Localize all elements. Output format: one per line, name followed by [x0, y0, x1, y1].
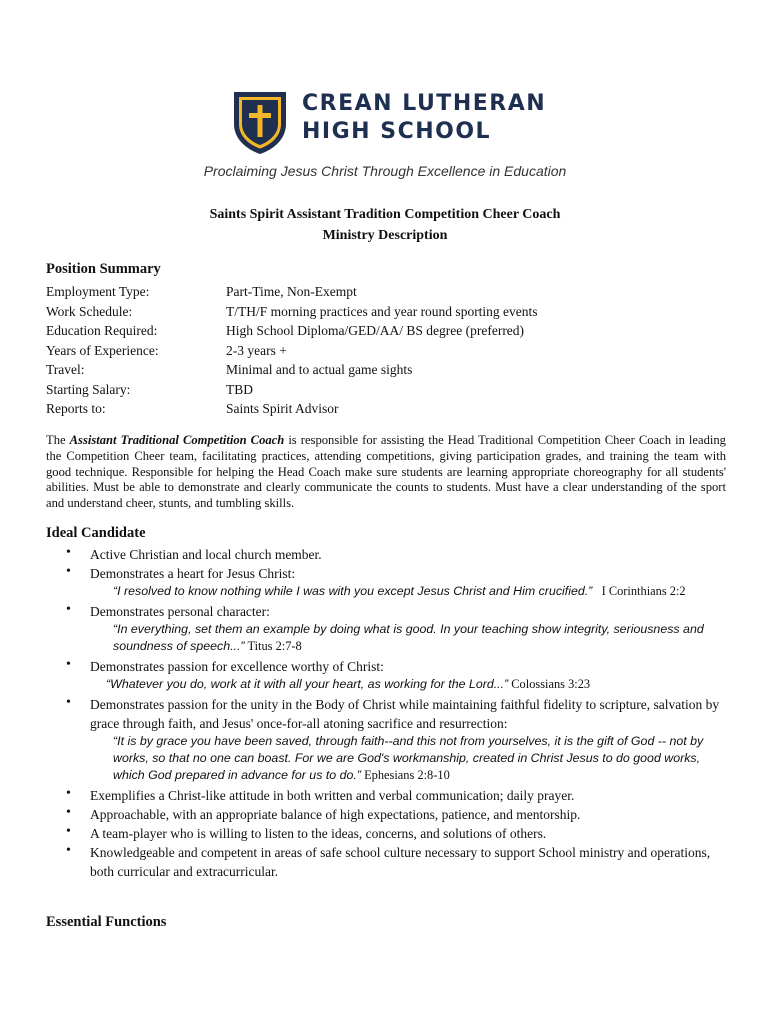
list-item-text: Knowledgeable and competent in areas of safe school culture necessary to support School ministry and operations, both curricular and extracurricular. [90, 845, 711, 879]
school-name-line1: CREAN LUTHERAN [302, 91, 547, 116]
shield-cross-icon [232, 90, 288, 156]
summary-row [46, 282, 538, 302]
list-item [60, 805, 730, 824]
summary-row [46, 360, 538, 380]
tagline: Proclaiming Jesus Christ Through Excellence in Education [203, 163, 567, 179]
list-item-text: Approachable, with an appropriate balance of high expectations, patience, and mentorship. [90, 807, 581, 822]
list-item [60, 843, 730, 881]
quote-text: “It is by grace you have been saved, through faith--and this not from yourselves, it is the gift of God -- not by works, so that no one can boast. For we are God's workmanship, created in Christ Jesus to do good works, which God prepared in advance for us to do.” [113, 734, 704, 782]
quote-text: “Whatever you do, work at it with all your heart, as working for the Lord...” [106, 677, 509, 691]
essential-functions-heading: Essential Functions [46, 914, 167, 930]
summary-row [46, 302, 538, 322]
summary-row [46, 321, 538, 341]
bullet-icon: • [66, 786, 71, 801]
summary-value: High School Diploma/GED/AA/ BS degree (preferred) [226, 323, 525, 338]
list-item-text: Exemplifies a Christ-like attitude in both written and verbal communication; daily prayer. [90, 788, 575, 803]
list-item [60, 657, 730, 676]
summary-row [46, 341, 538, 361]
school-logo [232, 90, 552, 156]
description-body: is responsible for assisting the Head Traditional Competition Cheer Coach in leading the Competition Cheer team, facilitating practices, attending competitions, giving participation grades, and training the team with good technique. Responsible for helping the Head Coach make sure students are learning appropriate choreography for all students' abilities. Must be able to demonstrate and clearly communicate the counts to students. Must have a clear understanding of the sport and understand cheer, stunts, and tumbling skills. [46, 433, 726, 511]
bullet-icon: • [66, 695, 71, 710]
title-line2: Ministry Description [322, 228, 448, 243]
title-line1: Saints Spirit Assistant Tradition Competition Cheer Coach [209, 207, 561, 222]
list-item-text: Demonstrates personal character: [90, 604, 270, 619]
bullet-icon: • [66, 602, 71, 617]
summary-label: Employment Type: [46, 284, 150, 299]
scripture-quote [60, 583, 730, 600]
scripture-quote [60, 621, 730, 655]
scripture-quote [60, 733, 730, 784]
bullet-icon: • [66, 564, 71, 579]
quote-text: “I resolved to know nothing while I was with you except Jesus Christ and Him crucified.” [113, 584, 593, 598]
quote-reference: I Corinthians 2:2 [601, 584, 686, 598]
summary-value: TBD [226, 381, 253, 397]
bullet-icon: • [66, 824, 71, 839]
bullet-icon: • [66, 545, 71, 560]
list-item-text: Active Christian and local church member. [90, 547, 322, 562]
summary-value: T/TH/F morning practices and year round sporting events [226, 303, 538, 319]
school-name-line2: HIGH SCHOOL [302, 119, 492, 144]
summary-label: Years of Experience: [46, 342, 159, 358]
list-item [60, 564, 730, 583]
list-item [60, 602, 730, 621]
school-name [302, 90, 546, 146]
summary-label: Work Schedule: [46, 303, 133, 319]
summary-value: 2-3 years + [226, 342, 287, 358]
list-item [60, 545, 730, 564]
description-lead: The [46, 433, 70, 447]
position-summary-table [46, 282, 538, 419]
summary-value: Minimal and to actual game sights [226, 362, 413, 377]
list-item [60, 695, 730, 733]
quote-reference: Ephesians 2:8-10 [364, 768, 450, 782]
list-item-text: Demonstrates passion for the unity in the Body of Christ while maintaining faithful fidelity to scripture, salvation by grace through faith, and Jesus' once-for-all atoning sacrifice and resurrection: [90, 697, 720, 731]
summary-row [46, 399, 538, 419]
role-name: Assistant Traditional Competition Coach [69, 433, 285, 447]
summary-label: Reports to: [46, 401, 106, 416]
bullet-icon: • [66, 657, 71, 672]
bullet-icon: • [66, 843, 71, 858]
summary-label: Education Required: [46, 323, 158, 338]
bullet-icon: • [66, 805, 71, 820]
ideal-candidate-heading: Ideal Candidate [46, 525, 146, 541]
document-title [0, 204, 770, 246]
summary-row [46, 380, 538, 400]
summary-label: Travel: [46, 362, 85, 377]
list-item [60, 824, 730, 843]
scripture-quote [60, 676, 730, 693]
quote-reference: Colossians 3:23 [511, 677, 591, 691]
list-item-text: Demonstrates passion for excellence worthy of Christ: [90, 659, 384, 674]
summary-label: Starting Salary: [46, 381, 131, 397]
quote-reference: Titus 2:7-8 [247, 639, 302, 653]
list-item-text: Demonstrates a heart for Jesus Christ: [90, 566, 296, 581]
summary-value: Part-Time, Non-Exempt [226, 284, 357, 299]
ideal-candidate-list [60, 545, 730, 881]
position-summary-heading: Position Summary [46, 261, 161, 277]
summary-value: Saints Spirit Advisor [226, 401, 339, 416]
quote-text: “In everything, set them an example by doing what is good. In your teaching show integrity, seriousness and soundness of speech...” [113, 622, 704, 653]
list-item-text: A team-player who is willing to listen to the ideas, concerns, and solutions of others. [90, 826, 547, 841]
role-description [46, 433, 726, 512]
list-item [60, 786, 730, 805]
